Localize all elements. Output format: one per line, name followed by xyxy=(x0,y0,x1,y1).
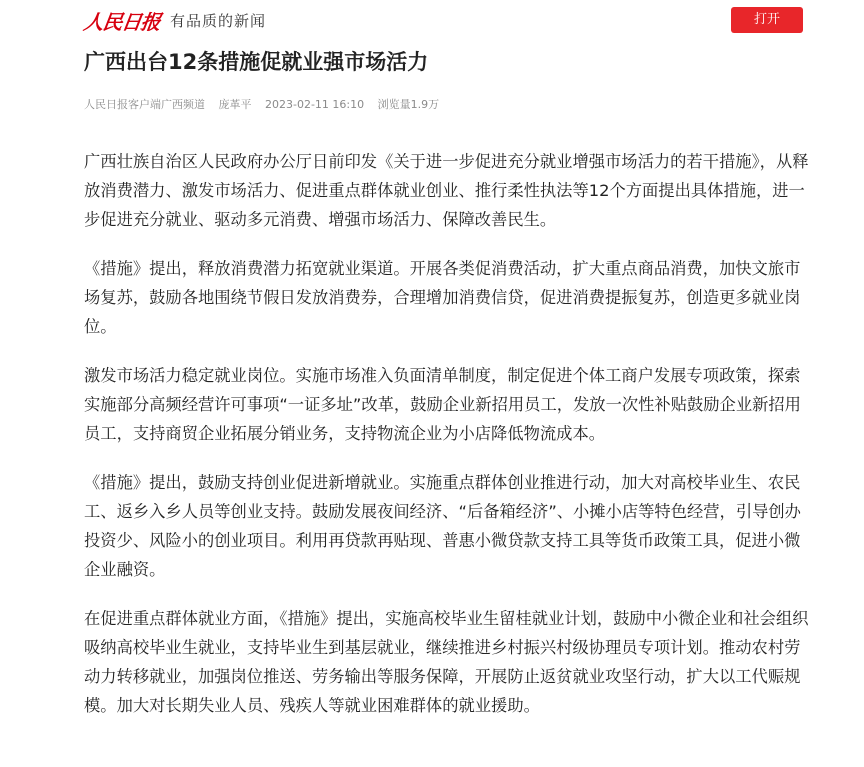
article-source: 人民日报客户端广西频道 xyxy=(84,98,205,111)
logo-mark: 人民日报 xyxy=(82,9,162,34)
article-paragraph: 广西壮族自治区人民政府办公厅日前印发《关于进一步促进充分就业增强市场活力的若干措施》，从释放消费潜力、激发市场活力、促进重点群体就业创业、推行柔性执法等12个方面提出具体措施，进一步促进充分就业、驱动多元消费、增强市场活力、保障改善民生。 xyxy=(84,152,809,229)
article-title: 广西出台12条措施促就业强市场活力 xyxy=(84,50,429,74)
article-views: 浏览量1.9万 xyxy=(377,98,440,111)
brand-logo[interactable] xyxy=(84,6,266,34)
app-header xyxy=(0,0,864,40)
article-paragraph: 《措施》提出，释放消费潜力拓宽就业渠道。开展各类促消费活动，扩大重点商品消费，加快文旅市场复苏，鼓励各地围绕节假日发放消费券，合理增加消费信贷，促进消费提振复苏，创造更多就业岗位。 xyxy=(84,259,801,336)
article-body xyxy=(84,147,809,740)
logo-slogan: 有品质的新闻 xyxy=(170,11,267,30)
article-meta xyxy=(84,97,449,113)
open-app-button[interactable]: 打开 xyxy=(731,7,803,33)
article-paragraph: 在促进重点群体就业方面，《措施》提出，实施高校毕业生留桂就业计划，鼓励中小微企业和社会组织吸纳高校毕业生就业，支持毕业生到基层就业，继续推进乡村振兴村级协理员专项计划。推动农村劳动力转移就业，加强岗位推送、劳务输出等服务保障，开展防止返贫就业攻坚行动，扩大以工代赈规模。加大对长期失业人员、残疾人等就业困难群体的就业援助。 xyxy=(84,609,809,715)
article-author: 庞革平 xyxy=(218,98,252,111)
article-paragraph: 激发市场活力稳定就业岗位。实施市场准入负面清单制度，制定促进个体工商户发展专项政策，探索实施部分高频经营许可事项“一证多址”改革，鼓励企业新招用员工，发放一次性补贴鼓励企业新招用员工，支持商贸企业拓展分销业务，支持物流企业为小店降低物流成本。 xyxy=(84,366,801,443)
article-paragraph: 《措施》提出，鼓励支持创业促进新增就业。实施重点群体创业推进行动，加大对高校毕业生、农民工、返乡入乡人员等创业支持。鼓励发展夜间经济、“后备箱经济”、小摊小店等特色经营，引导创办投资少、风险小的创业项目。利用再贷款再贴现、普惠小微贷款支持工具等货币政策工具，促进小微企业融资。 xyxy=(84,473,801,579)
article-datetime: 2023-02-11 16:10 xyxy=(265,98,365,111)
